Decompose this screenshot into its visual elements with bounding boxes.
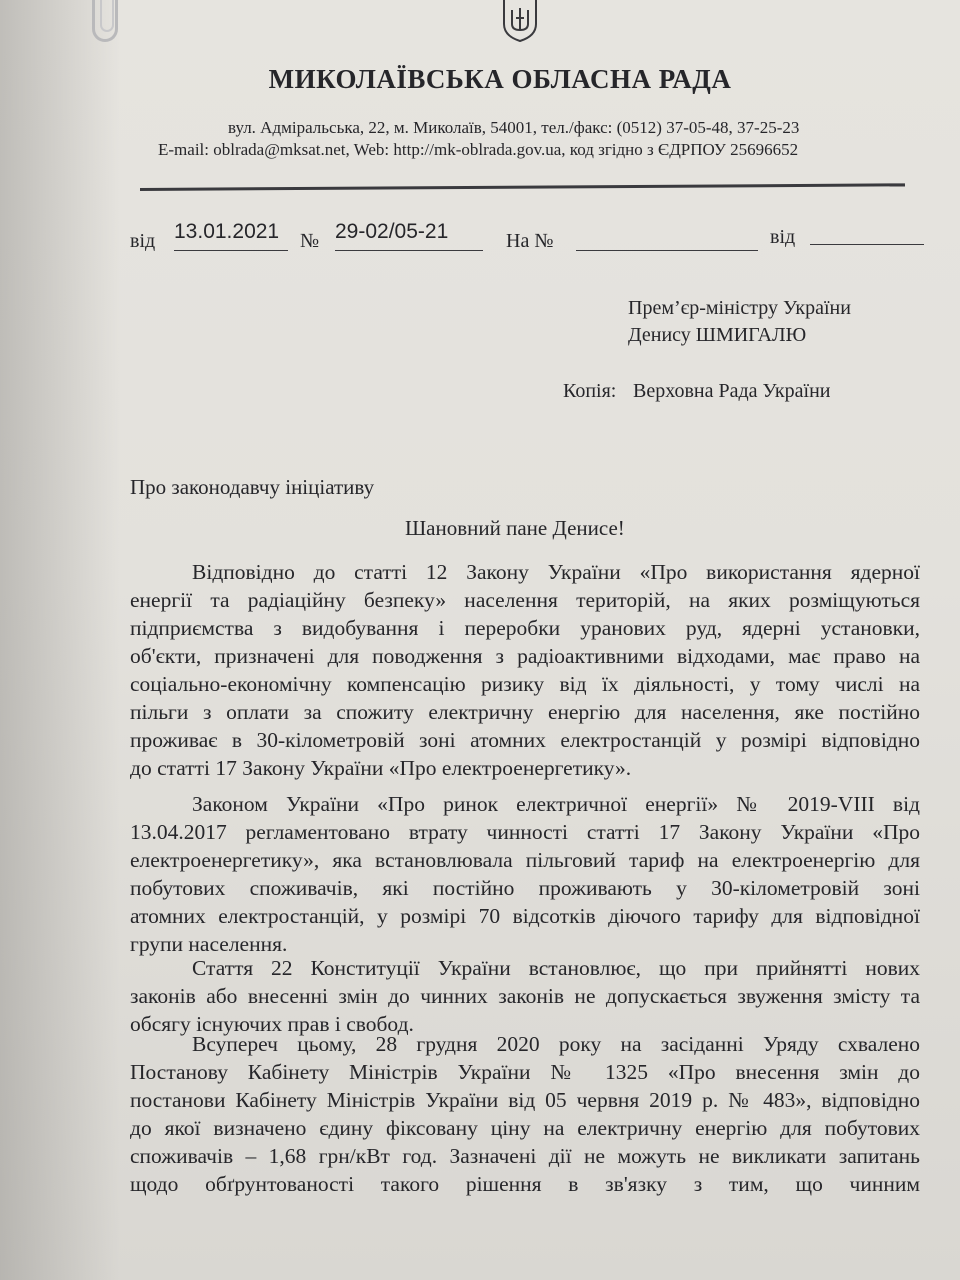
paragraph-line: атомних електростанцій, у розмірі 70 відсотків діючого тарифу для відповідної xyxy=(130,904,920,928)
paragraph-line: споживачів – 1,68 грн/кВт год. Зазначені дії не можуть не викликати запитань xyxy=(130,1144,920,1168)
reply-date-label: від xyxy=(770,226,796,248)
paragraph-line: Всупереч цьому, 28 грудня 2020 року на засіданні Уряду схвалено xyxy=(192,1032,920,1056)
paragraph-line: Стаття 22 Конституції України встановлює, що при прийнятті нових xyxy=(192,956,920,980)
paragraph-line: Постанову Кабінету Міністрів України № 1325 «Про внесення змін до xyxy=(130,1060,920,1084)
reply-date-field xyxy=(810,214,924,245)
paragraph-line: Законом України «Про ринок електричної енергії» № 2019-VIII від xyxy=(192,792,920,816)
paragraph-line: побутових споживачів, які постійно проживають у 30-кілометровій зоні xyxy=(130,876,920,900)
addressee-name: Денису ШМИГАЛЮ xyxy=(628,324,807,346)
copy-recipient: Верховна Рада України xyxy=(633,380,831,402)
number-label: № xyxy=(300,230,320,252)
address-line: вул. Адміральська, 22, м. Миколаїв, 54001, тел./факс: (0512) 37-05-48, 37-25-23 xyxy=(228,118,800,137)
paragraph-line: об'єкти, призначені для поводження з радіоактивними відходами, має право на xyxy=(130,644,920,668)
paragraph-line: групи населення. xyxy=(130,932,288,956)
outgoing-date-field: 13.01.2021 xyxy=(174,220,288,251)
paragraph-line: постанови Кабінету Міністрів України від 05 червня 2019 р. № 483», відповідно xyxy=(130,1088,920,1112)
page-shadow xyxy=(0,0,120,1280)
salutation: Шановний пане Денисе! xyxy=(405,516,625,540)
date-label: від xyxy=(130,230,156,252)
paragraph-line: соціально-економічну компенсацію ризику від їх діяльності, у тому числі на xyxy=(130,672,920,696)
outgoing-number-field: 29-02/05-21 xyxy=(335,220,483,251)
reply-number-label: На № xyxy=(506,230,554,252)
registration-row xyxy=(130,218,950,258)
paragraph-line: обсягу існуючих прав і свобод. xyxy=(130,1012,414,1036)
paragraph-line: законів або внесенні змін до чинних законів не допускається звуження змісту та xyxy=(130,984,920,1008)
paragraph-line: до статті 17 Закону України «Про електроенергетику». xyxy=(130,756,632,780)
paragraph-line: проживає в 30-кілометровій зоні атомних електростанцій у розмірі відповідно xyxy=(130,728,920,752)
reply-number-field xyxy=(576,220,758,251)
paragraph-line: 13.04.2017 регламентовано втрату чинності статті 17 Закону України «Про xyxy=(130,820,920,844)
paragraph-line: пільги з оплати за спожиту електричну енергію для населення, яке постійно xyxy=(130,700,920,724)
organization-name: МИКОЛАЇВСЬКА ОБЛАСНА РАДА xyxy=(268,64,732,94)
letter-subject: Про законодавчу ініціативу xyxy=(130,475,375,499)
paragraph-line: енергії та радіаційну безпеку» населення територій, на яких розміщуються xyxy=(130,588,920,612)
paragraph-line: до якої визначено єдину фіксовану ціну на електричну енергію для побутових xyxy=(130,1116,920,1140)
paragraph-line: підприємства з видобування і переробки уранових руд, ядерні установки, xyxy=(130,616,920,640)
paragraph-line: електроенергетику», яка встановлювала пільговий тариф на електроенергію для xyxy=(130,848,920,872)
paperclip-icon xyxy=(92,0,118,42)
addressee-position: Прем’єр-міністру України xyxy=(628,297,851,319)
copy-label: Копія: xyxy=(563,380,617,402)
paragraph-line: Відповідно до статті 12 Закону України «Про використання ядерної xyxy=(192,560,920,584)
contacts-line: E-mail: oblrada@mksat.net, Web: http://mk-oblrada.gov.ua, код згідно з ЄДРПОУ 25696652 xyxy=(158,140,799,159)
coat-of-arms-emblem-icon xyxy=(500,0,540,42)
paragraph-line: щодо обґрунтованості такого рішення в зв'язку з тим, що чинним xyxy=(130,1172,920,1196)
header-divider xyxy=(140,183,905,191)
